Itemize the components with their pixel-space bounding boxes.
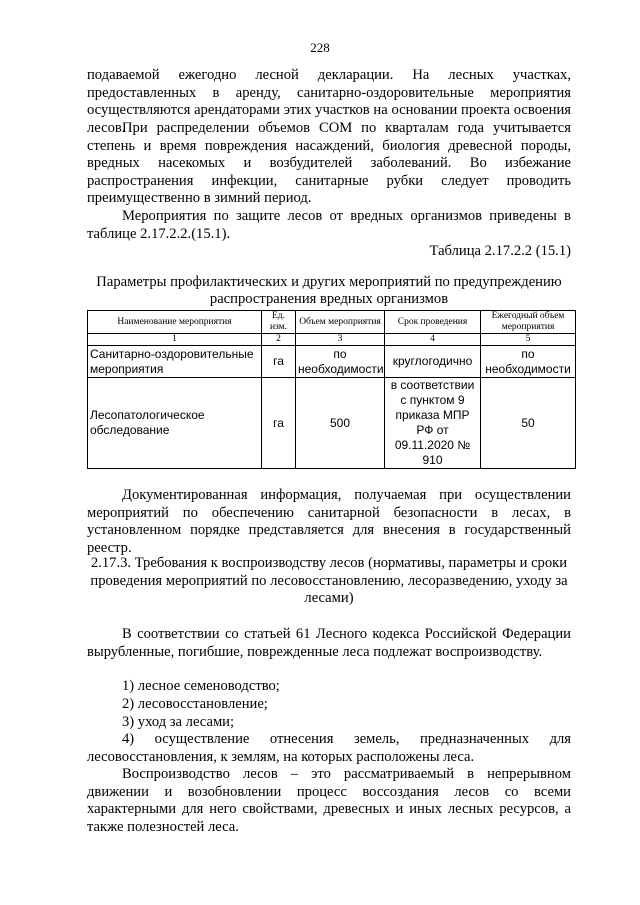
list-item: 1) лесное семеноводство; [122,678,280,694]
table-label: Таблица 2.17.2.2 (15.1) [429,243,571,259]
paragraph-protection: Мероприятия по защите лесов от вредных организмов приведены в таблице 2.17.2.2.(15.1). [87,208,571,242]
table-caption: Параметры профилактических и других мероприятий по предупреждению распространения вредных организмов [96,274,562,307]
paragraph-legal-basis: В соответствии со статьей 61 Лесного кодекса Российской Федерации вырубленные, погибшие, поврежденные леса подлежат воспроизводству. [87,626,571,660]
cell-name: Лесопатологическое обследование [88,378,262,469]
list-item: 4) осуществление отнесения земель, предназначенных для лесовосстановления, к землям, на которых расположены леса. [87,731,571,765]
column-number: 5 [481,334,576,346]
column-number: 3 [296,334,385,346]
header-name: Наименование мероприятия [88,311,262,334]
cell-period: в соответствии с пунктом 9 приказа МПР РФ от 09.11.2020 № 910 [385,378,481,469]
column-number: 2 [262,334,296,346]
section-heading: 2.17.3. Требования к воспроизводству лесов (нормативы, параметры и сроки проведения мероприятий по лесовосстановлению, лесоразведению, уходу за лесами) [90,555,568,607]
parameters-table [87,310,576,469]
cell-annual-volume: по необходимости [481,346,576,378]
header-annual-volume: Ежегодный объем мероприятия [481,311,576,334]
page-number: 228 [310,40,330,55]
cell-annual-volume: 50 [481,378,576,469]
column-number-row [88,334,576,346]
header-period: Срок проведения [385,311,481,334]
column-number: 1 [88,334,262,346]
cell-name: Санитарно-оздоровительные мероприятия [88,346,262,378]
paragraph-documented-info: Документированная информация, получаемая при осуществлении мероприятий по обеспечению санитарной безопасности в лесах, в установленном порядке представляется для внесения в государственный реестр. [87,487,571,556]
table-row [88,346,576,378]
list-item: 3) уход за лесами; [122,714,235,730]
paragraph-intro: подаваемой ежегодно лесной декларации. На лесных участках, предоставленных в аренду, санитарно-оздоровительные мероприятия осуществляются арендаторами этих участков на основании проекта освоения лесов. [87,67,571,136]
table-header-row [88,311,576,334]
cell-volume: 500 [296,378,385,469]
paragraph-distribution: При распределении объемов СОМ по кварталам года учитывается степень и время повреждения насаждений, биология древесной породы, вредных насекомых и возбудителей заболеваний. Во избежание распространения инфекции, санитарные рубки следует проводить преимущественно в зимний период. [87,120,571,207]
header-volume: Объем мероприятия [296,311,385,334]
paragraph-reproduction: Воспроизводство лесов – это рассматриваемый в непрерывном движении и возобновлении процесс воссоздания лесов со всеми характерными для него свойствами, древесных и иных лесных ресурсов, а также полезностей леса. [87,766,571,835]
column-number: 4 [385,334,481,346]
header-unit: Ед. изм. [262,311,296,334]
cell-unit: га [262,378,296,469]
cell-unit: га [262,346,296,378]
table-row [88,378,576,469]
cell-volume: по необходимости [296,346,385,378]
list-item: 2) лесовосстановление; [122,696,268,712]
cell-period: круглогодично [385,346,481,378]
